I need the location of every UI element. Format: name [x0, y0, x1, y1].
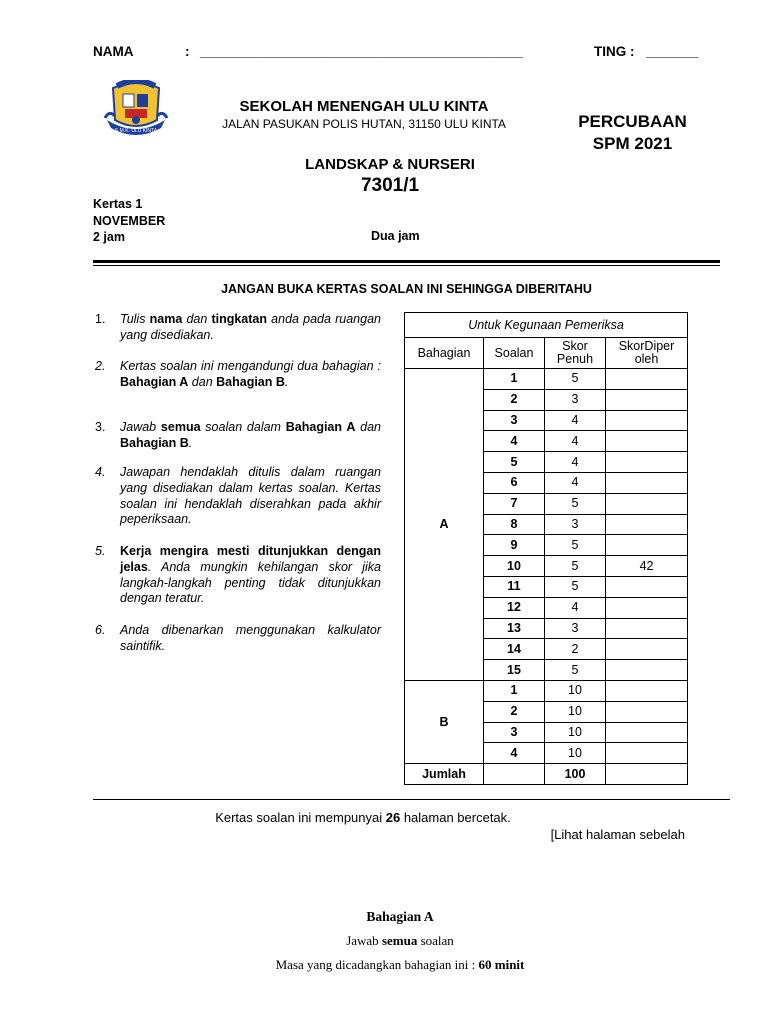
- question-number: 4: [484, 743, 545, 764]
- full-score: 3: [545, 618, 606, 639]
- obtained-score: [606, 680, 688, 701]
- section-label: A: [405, 369, 484, 681]
- next-page-note: [Lihat halaman sebelah: [550, 827, 685, 842]
- obtained-score: [606, 701, 688, 722]
- question-number: 15: [484, 660, 545, 681]
- full-score: 5: [545, 535, 606, 556]
- instruction-number: 3.: [95, 420, 106, 434]
- full-score: 4: [545, 452, 606, 473]
- total-soalan: [484, 764, 545, 785]
- obtained-score: [606, 410, 688, 431]
- examiner-table: [404, 312, 688, 785]
- full-score: 5: [545, 576, 606, 597]
- full-score: 4: [545, 472, 606, 493]
- nama-line: ___________________________________________: [200, 44, 523, 59]
- school-logo: [103, 80, 169, 138]
- nama-label: NAMA: [93, 44, 134, 59]
- full-score: 4: [545, 431, 606, 452]
- warning-text: JANGAN BUKA KERTAS SOALAN INI SEHINGGA DIBERITAHU: [221, 282, 592, 296]
- question-number: 2: [484, 389, 545, 410]
- ting-line: _______: [646, 44, 699, 59]
- question-number: 7: [484, 493, 545, 514]
- question-number: 13: [484, 618, 545, 639]
- question-number: 3: [484, 410, 545, 431]
- instruction-text: Jawab semua soalan dalam Bahagian A dan Bahagian B.: [120, 420, 381, 450]
- obtained-score: [606, 660, 688, 681]
- instruction-text: Jawapan hendaklah ditulis dalam ruangan yang disediakan dalam kertas soalan. Kertas soalan ini hendaklah diserahkan pada akhir peperiksaan.: [120, 465, 381, 527]
- paper-kertas: Kertas 1: [93, 197, 143, 211]
- subject-code: 7301/1: [360, 175, 420, 196]
- table-row: [405, 369, 688, 390]
- full-score: 3: [545, 514, 606, 535]
- full-score: 3: [545, 389, 606, 410]
- paper-duration-words: Dua jam: [371, 229, 420, 243]
- question-number: 8: [484, 514, 545, 535]
- table-header-skor-penuh: Skor Penuh: [545, 338, 606, 369]
- obtained-score: [606, 452, 688, 473]
- total-full: 100: [545, 764, 606, 785]
- section-instruction: Jawab semua soalan: [346, 933, 454, 948]
- section-label: B: [405, 680, 484, 763]
- obtained-score: [606, 618, 688, 639]
- instruction-number: 4.: [95, 465, 106, 479]
- obtained-score: [606, 639, 688, 660]
- nama-colon: :: [185, 44, 190, 59]
- table-caption: Untuk Kegunaan Pemeriksa: [405, 313, 688, 338]
- obtained-score: [606, 576, 688, 597]
- school-name: SEKOLAH MENENGAH ULU KINTA: [239, 98, 489, 115]
- total-score: [606, 764, 688, 785]
- subject-name: LANDSKAP & NURSERI: [305, 156, 475, 173]
- obtained-score: [606, 597, 688, 618]
- instruction-text: Kertas soalan ini mengandungi dua bahagian : Bahagian A dan Bahagian B.: [120, 359, 381, 389]
- question-number: 12: [484, 597, 545, 618]
- obtained-score: [606, 493, 688, 514]
- instruction-number: 6.: [95, 623, 106, 637]
- exam-title-line1: PERCUBAAN: [578, 112, 687, 131]
- section-time: Masa yang dicadangkan bahagian ini : 60 minit: [275, 957, 525, 972]
- ting-label: TING :: [594, 44, 635, 59]
- logo-text: S.M.K. ULU KINTA: [114, 128, 158, 134]
- full-score: 2: [545, 639, 606, 660]
- exam-title-line2: SPM 2021: [592, 134, 673, 153]
- full-score: 10: [545, 701, 606, 722]
- table-header-soalan: Soalan: [484, 338, 545, 369]
- instruction-number: 1.: [95, 312, 106, 326]
- full-score: 4: [545, 410, 606, 431]
- full-score: 5: [545, 369, 606, 390]
- question-number: 4: [484, 431, 545, 452]
- table-header-skor-diperoleh: SkorDiper oleh: [606, 338, 688, 369]
- page-count-note: Kertas soalan ini mempunyai 26 halaman bercetak.: [215, 810, 511, 825]
- question-number: 9: [484, 535, 545, 556]
- obtained-score: [606, 743, 688, 764]
- question-number: 3: [484, 722, 545, 743]
- full-score: 4: [545, 597, 606, 618]
- divider-thin: [93, 265, 720, 266]
- question-number: 1: [484, 680, 545, 701]
- obtained-score: [606, 722, 688, 743]
- table-header-bahagian: Bahagian: [405, 338, 484, 369]
- instruction-number: 5.: [95, 544, 106, 558]
- full-score: 10: [545, 722, 606, 743]
- full-score: 10: [545, 680, 606, 701]
- full-score: 5: [545, 493, 606, 514]
- paper-duration: 2 jam: [93, 230, 125, 244]
- obtained-score: [606, 472, 688, 493]
- full-score: 10: [545, 743, 606, 764]
- section-title: Bahagian A: [366, 909, 434, 924]
- total-label: Jumlah: [405, 764, 484, 785]
- obtained-score: [606, 389, 688, 410]
- obtained-score: [606, 431, 688, 452]
- school-address: JALAN PASUKAN POLIS HUTAN, 31150 ULU KINTA: [222, 117, 506, 131]
- question-number: 2: [484, 701, 545, 722]
- obtained-score: [606, 535, 688, 556]
- obtained-score: [606, 514, 688, 535]
- question-number: 11: [484, 576, 545, 597]
- full-score: 5: [545, 556, 606, 577]
- question-number: 6: [484, 472, 545, 493]
- paper-month: NOVEMBER: [93, 213, 166, 228]
- paper-info: [93, 196, 165, 246]
- instruction-text: Tulis nama dan tingkatan anda pada ruangan yang disediakan.: [120, 312, 381, 342]
- question-number: 5: [484, 452, 545, 473]
- exam-title: [560, 111, 705, 155]
- obtained-score: 42: [606, 556, 688, 577]
- footer-divider: [93, 799, 730, 800]
- divider-thick: [93, 260, 720, 263]
- instruction-text: Kerja mengira mesti ditunjukkan dengan jelas. Anda mungkin kehilangan skor jika langkah-langkah penting tidak ditunjukkan dengan teratur.: [120, 544, 381, 606]
- obtained-score: [606, 369, 688, 390]
- question-number: 10: [484, 556, 545, 577]
- table-row: [405, 680, 688, 701]
- question-number: 1: [484, 369, 545, 390]
- full-score: 5: [545, 660, 606, 681]
- instruction-text: Anda dibenarkan menggunakan kalkulator saintifik.: [120, 623, 381, 653]
- question-number: 14: [484, 639, 545, 660]
- instruction-number: 2.: [95, 359, 106, 373]
